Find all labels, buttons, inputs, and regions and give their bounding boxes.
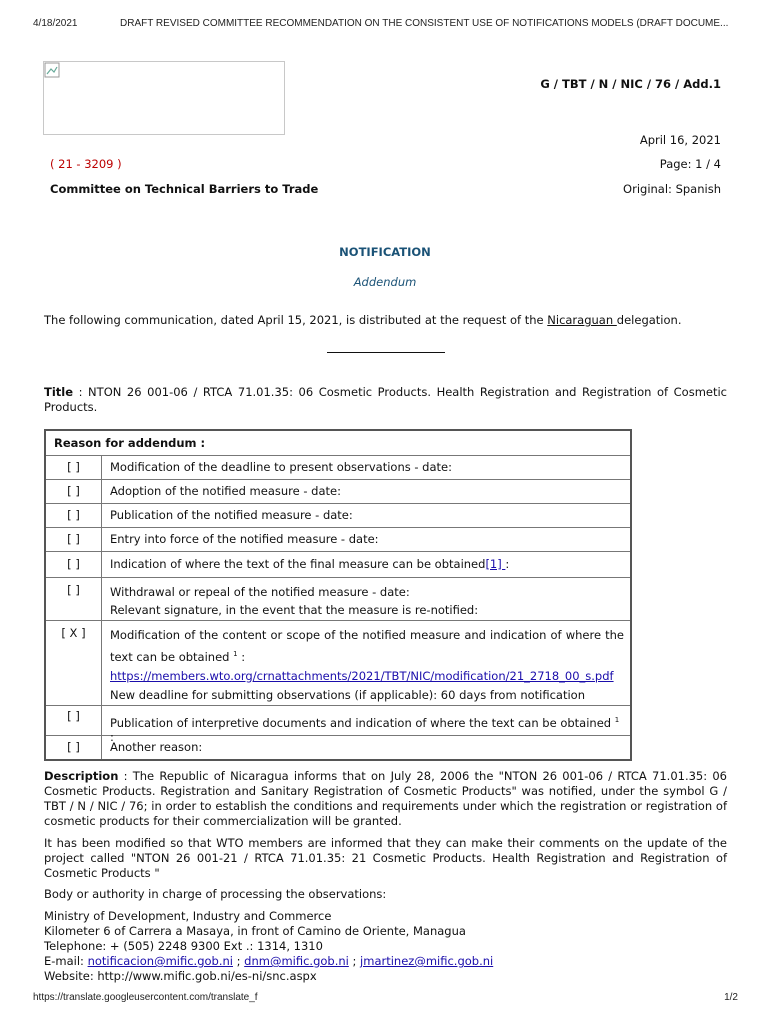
reason-7-line2 <box>110 645 624 667</box>
contact-telephone: Telephone: + (505) 2248 9300 Ext .: 1314, 1310 <box>44 939 323 953</box>
reason-checkbox: [ ] <box>46 528 102 551</box>
reason-8-text: Publication of interpretive documents and indication of where the text can be obtained <box>110 716 612 730</box>
description-label: Description <box>44 769 119 783</box>
document-symbol: G / TBT / N / NIC / 76 / Add.1 <box>540 77 721 91</box>
contact-email <box>44 954 493 969</box>
reason-text <box>102 578 630 620</box>
reason-row <box>46 705 630 744</box>
reason-rows <box>46 456 630 759</box>
committee-name: Committee on Technical Barriers to Trade <box>50 182 319 196</box>
intro-pre: The following communication, dated April 15, 2021, is distributed at the request of the <box>44 313 548 327</box>
broken-image-icon <box>44 62 60 78</box>
email-link[interactable]: notificacion@mific.gob.ni <box>87 954 233 968</box>
reason-text: Modification of the deadline to present observations - date: <box>110 460 452 474</box>
footnote-link[interactable]: [1] <box>485 557 506 571</box>
reason-row <box>46 503 630 527</box>
reason-text <box>102 706 630 744</box>
reason-checkbox: [ ] <box>46 456 102 479</box>
reason-7-line2-text: text can be obtained <box>110 649 230 664</box>
email-link[interactable]: dnm@mific.gob.ni <box>244 954 349 968</box>
print-title: DRAFT REVISED COMMITTEE RECOMMENDATION ON THE CONSISTENT USE OF NOTIFICATIONS MODELS (DRAFT DOCUME... <box>120 18 729 29</box>
reason-row <box>46 456 630 479</box>
intro-post: delegation. <box>616 313 682 327</box>
contact-website: Website: http://www.mific.gob.ni/es-ni/snc.aspx <box>44 969 317 983</box>
reason-row <box>46 735 630 759</box>
reason-text <box>102 552 630 577</box>
document-date: April 16, 2021 <box>639 133 721 147</box>
reason-5-text: Indication of where the text of the final measure can be obtained <box>110 557 486 571</box>
contact-block <box>44 909 493 984</box>
email-sep: ; <box>348 954 361 968</box>
reason-row <box>46 551 630 577</box>
reason-checkbox: [ ] <box>46 480 102 503</box>
separator-line <box>327 352 445 353</box>
intro-paragraph <box>44 313 681 327</box>
print-footer-url: https://translate.googleusercontent.com/translate_f <box>33 992 258 1003</box>
reason-header: Reason for addendum : <box>46 431 630 456</box>
reason-checkbox: [ ] <box>46 552 102 577</box>
reason-row <box>46 527 630 551</box>
reason-checkbox: [ ] <box>46 706 102 735</box>
reason-6-line2: Relevant signature, in the event that the measure is re-notified: <box>110 603 479 617</box>
reason-text <box>102 621 630 705</box>
contact-ministry: Ministry of Development, Industry and Commerce <box>44 909 332 923</box>
reason-5-colon: : <box>505 557 510 571</box>
modification-paragraph: It has been modified so that WTO members are informed that they can make their comments on the update of the project called "NTON 26 001-21 / RTCA 71.01.35: 21 Cosmetic Products. Health Registration and Registration of Cosmetic Products " <box>44 836 727 880</box>
reason-checkbox: [ ] <box>46 736 102 759</box>
footnote-sup: 1 <box>233 650 238 658</box>
reason-row <box>46 479 630 503</box>
reason-table <box>44 429 632 761</box>
broken-logo-image <box>43 61 285 135</box>
original-language: Original: Spanish <box>623 182 721 196</box>
notification-heading: NOTIFICATION <box>339 245 431 259</box>
description-text: : The Republic of Nicaragua informs that on July 28, 2006 the "NTON 26 001-06 / RTCA 71.01.35: 06 Cosmetic Products. Registration and Sanitary Registration of Cosmetic Products" was notified, under the symbol G / TBT / N / NIC / 76; in order to establish the conditions and requirements under which the registration or registration of cosmetic products for their commercialization will be granted. <box>44 769 727 828</box>
contact-address: Kilometer 6 of Carrera a Masaya, in front of Camino de Oriente, Managua <box>44 924 466 938</box>
reason-text: Adoption of the notified measure - date: <box>110 484 341 498</box>
reason-row <box>46 577 630 620</box>
footnote-sup: 1 <box>614 716 620 725</box>
print-date: 4/18/2021 <box>33 18 78 29</box>
reason-8-colon: : <box>110 730 114 744</box>
description-paragraph <box>44 769 727 829</box>
title-label: Title <box>44 385 74 399</box>
title-paragraph <box>44 385 727 415</box>
reason-row <box>46 620 630 705</box>
reason-7-colon: : <box>241 649 246 664</box>
print-footer-page: 1/2 <box>724 992 738 1003</box>
reason-checkbox-checked: [ X ] <box>46 621 102 705</box>
title-text: : NTON 26 001-06 / RTCA 71.01.35: 06 Cosmetic Products. Health Registration and Registration of Cosmetic Products. <box>44 385 727 414</box>
addendum-subheading: Addendum <box>353 275 417 289</box>
reason-checkbox: [ ] <box>46 504 102 527</box>
reason-6-line1: Withdrawal or repeal of the notified measure - date: <box>110 585 410 599</box>
reason-text: Another reason: <box>110 740 203 754</box>
authority-paragraph: Body or authority in charge of processing the observations: <box>44 887 387 901</box>
email-label: E-mail: <box>44 954 88 968</box>
page-indicator: Page: 1 / 4 <box>659 157 721 171</box>
reason-checkbox: [ ] <box>46 578 102 620</box>
reason-text: Entry into force of the notified measure - date: <box>110 532 379 546</box>
reason-7-line1: Modification of the content or scope of the notified measure and indication of where the <box>110 628 624 642</box>
email-link[interactable]: jmartinez@mific.gob.ni <box>360 954 494 968</box>
reason-text: Publication of the notified measure - date: <box>110 508 353 522</box>
document-number: ( 21 - 3209 ) <box>50 157 122 171</box>
intro-country: Nicaraguan <box>547 313 617 327</box>
measure-pdf-link[interactable]: https://members.wto.org/crnattachments/2021/TBT/NIC/modification/21_2718_00_s.pdf <box>110 668 614 683</box>
reason-7-line4: New deadline for submitting observations (if applicable): 60 days from notification <box>110 687 585 702</box>
email-sep: ; <box>232 954 245 968</box>
